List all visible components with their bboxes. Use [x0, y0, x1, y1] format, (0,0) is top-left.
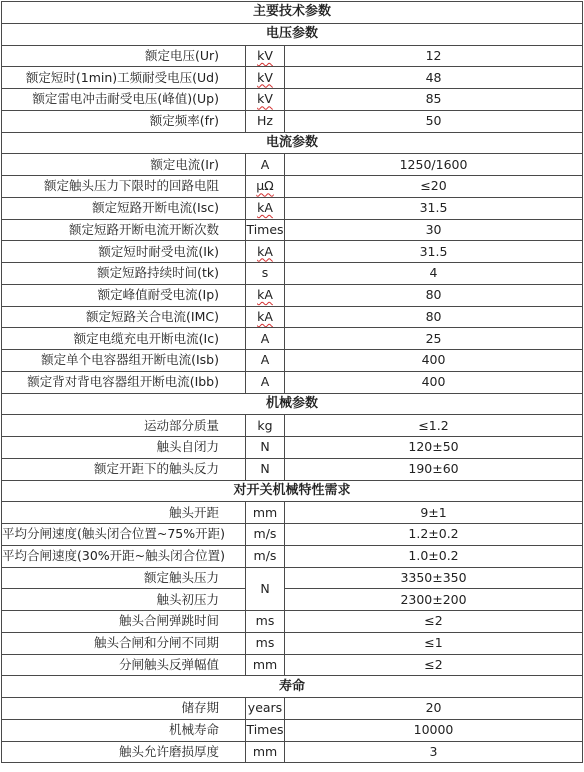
parameter-unit: mm	[246, 741, 285, 763]
parameter-name: 额定背对背电容器组开断电流(Ibb)	[2, 371, 246, 393]
parameter-value: 80	[285, 306, 583, 328]
parameter-unit: s	[246, 263, 285, 285]
parameter-name: 额定电流(Ir)	[2, 154, 246, 176]
parameter-name: 额定电缆充电开断电流(Ic)	[2, 328, 246, 350]
parameter-value: 48	[285, 67, 583, 89]
parameter-name: 额定短路持续时间(tk)	[2, 263, 246, 285]
parameter-value: 1.0±0.2	[285, 545, 583, 567]
parameter-unit: A	[246, 328, 285, 350]
parameter-unit: N	[246, 437, 285, 459]
parameter-value: 400	[285, 371, 583, 393]
table-row	[2, 45, 583, 67]
technical-parameters-table	[1, 1, 583, 763]
parameter-value: 31.5	[285, 241, 583, 263]
section-header-row	[2, 393, 583, 415]
parameter-name: 触头合闸和分闸不同期	[2, 632, 246, 654]
parameter-unit: Times	[246, 219, 285, 241]
table-row	[2, 328, 583, 350]
parameter-name: 运动部分质量	[2, 415, 246, 437]
parameter-name: 机械寿命	[2, 719, 246, 741]
parameter-value: 30	[285, 219, 583, 241]
title-row	[2, 2, 583, 24]
parameter-value: ≤2	[285, 611, 583, 633]
parameter-value: 120±50	[285, 437, 583, 459]
parameter-unit: N	[246, 458, 285, 480]
parameter-unit: kV	[246, 89, 285, 111]
parameter-unit: mm	[246, 502, 285, 524]
parameter-name: 额定短路开断电流开断次数	[2, 219, 246, 241]
parameter-value: ≤1.2	[285, 415, 583, 437]
table-row	[2, 632, 583, 654]
parameter-value: 10000	[285, 719, 583, 741]
parameter-value: 190±60	[285, 458, 583, 480]
table-row	[2, 741, 583, 763]
section-heading: 对开关机械特性需求	[2, 480, 583, 502]
parameter-name: 触头开距	[2, 502, 246, 524]
parameter-name: 触头初压力	[2, 589, 246, 611]
parameter-unit: m/s	[246, 524, 285, 546]
table-row	[2, 589, 583, 611]
table-row	[2, 241, 583, 263]
parameter-name: 平均合闸速度(30%开距~触头闭合位置)	[2, 545, 246, 567]
parameter-unit: A	[246, 154, 285, 176]
parameter-unit: kA	[246, 197, 285, 219]
table-row	[2, 458, 583, 480]
parameter-unit: ms	[246, 632, 285, 654]
table-row	[2, 67, 583, 89]
section-heading: 机械参数	[2, 393, 583, 415]
parameter-value: ≤1	[285, 632, 583, 654]
parameter-value: ≤2	[285, 654, 583, 676]
table-row	[2, 611, 583, 633]
parameter-unit: kA	[246, 241, 285, 263]
parameter-unit: A	[246, 371, 285, 393]
parameter-unit: years	[246, 698, 285, 720]
parameter-value: 2300±200	[285, 589, 583, 611]
parameter-unit: kV	[246, 67, 285, 89]
table-row	[2, 698, 583, 720]
parameter-unit: Times	[246, 719, 285, 741]
parameter-name: 额定峰值耐受电流(Ip)	[2, 284, 246, 306]
parameter-unit: kV	[246, 45, 285, 67]
parameter-name: 额定开距下的触头反力	[2, 458, 246, 480]
parameter-unit: kA	[246, 284, 285, 306]
table-row	[2, 306, 583, 328]
parameter-unit: N	[246, 567, 285, 611]
parameter-value: ≤20	[285, 176, 583, 198]
parameter-value: 3350±350	[285, 567, 583, 589]
parameter-value: 85	[285, 89, 583, 111]
parameter-name: 触头允许磨损厚度	[2, 741, 246, 763]
parameter-value: 12	[285, 45, 583, 67]
table-row	[2, 654, 583, 676]
section-heading: 寿命	[2, 676, 583, 698]
parameter-unit: mm	[246, 654, 285, 676]
parameter-value: 80	[285, 284, 583, 306]
parameter-unit: m/s	[246, 545, 285, 567]
table-row	[2, 545, 583, 567]
table-row	[2, 524, 583, 546]
table-row	[2, 415, 583, 437]
table-row	[2, 263, 583, 285]
parameter-name: 额定短路开断电流(Isc)	[2, 197, 246, 219]
parameter-name: 额定单个电容器组开断电流(Isb)	[2, 350, 246, 372]
table-row	[2, 154, 583, 176]
parameter-name: 额定频率(fr)	[2, 110, 246, 132]
table-row	[2, 89, 583, 111]
table-row	[2, 350, 583, 372]
parameter-value: 1.2±0.2	[285, 524, 583, 546]
parameter-value: 9±1	[285, 502, 583, 524]
section-header-row	[2, 480, 583, 502]
parameter-value: 3	[285, 741, 583, 763]
table-row	[2, 567, 583, 589]
section-heading: 电压参数	[2, 23, 583, 45]
table-row	[2, 371, 583, 393]
parameter-unit: μΩ	[246, 176, 285, 198]
parameter-value: 25	[285, 328, 583, 350]
parameter-value: 50	[285, 110, 583, 132]
parameter-name: 触头自闭力	[2, 437, 246, 459]
parameter-name: 平均分闸速度(触头闭合位置~75%开距)	[2, 524, 246, 546]
parameter-unit: A	[246, 350, 285, 372]
table-row	[2, 219, 583, 241]
table-row	[2, 176, 583, 198]
section-heading: 电流参数	[2, 132, 583, 154]
table-row	[2, 110, 583, 132]
parameter-name: 分闸触头反弹幅值	[2, 654, 246, 676]
parameter-value: 20	[285, 698, 583, 720]
parameter-value: 1250/1600	[285, 154, 583, 176]
parameter-name: 触头合闸弹跳时间	[2, 611, 246, 633]
table-row	[2, 719, 583, 741]
parameter-value: 400	[285, 350, 583, 372]
table-row	[2, 284, 583, 306]
parameter-name: 额定短时(1min)工频耐受电压(Ud)	[2, 67, 246, 89]
section-header-row	[2, 132, 583, 154]
parameter-name: 额定电压(Ur)	[2, 45, 246, 67]
parameter-unit: kA	[246, 306, 285, 328]
parameter-name: 额定雷电冲击耐受电压(峰值)(Up)	[2, 89, 246, 111]
parameter-unit: kg	[246, 415, 285, 437]
parameter-unit: ms	[246, 611, 285, 633]
table-row	[2, 502, 583, 524]
parameter-name: 额定触头压力下限时的回路电阻	[2, 176, 246, 198]
table-row	[2, 437, 583, 459]
parameter-name: 额定触头压力	[2, 567, 246, 589]
table-title: 主要技术参数	[2, 2, 583, 24]
section-header-row	[2, 23, 583, 45]
parameter-value: 4	[285, 263, 583, 285]
parameter-unit: Hz	[246, 110, 285, 132]
table-body	[2, 2, 583, 763]
table-row	[2, 197, 583, 219]
section-header-row	[2, 676, 583, 698]
parameter-name: 储存期	[2, 698, 246, 720]
parameter-name: 额定短时耐受电流(Ik)	[2, 241, 246, 263]
parameter-name: 额定短路关合电流(IMC)	[2, 306, 246, 328]
parameter-value: 31.5	[285, 197, 583, 219]
